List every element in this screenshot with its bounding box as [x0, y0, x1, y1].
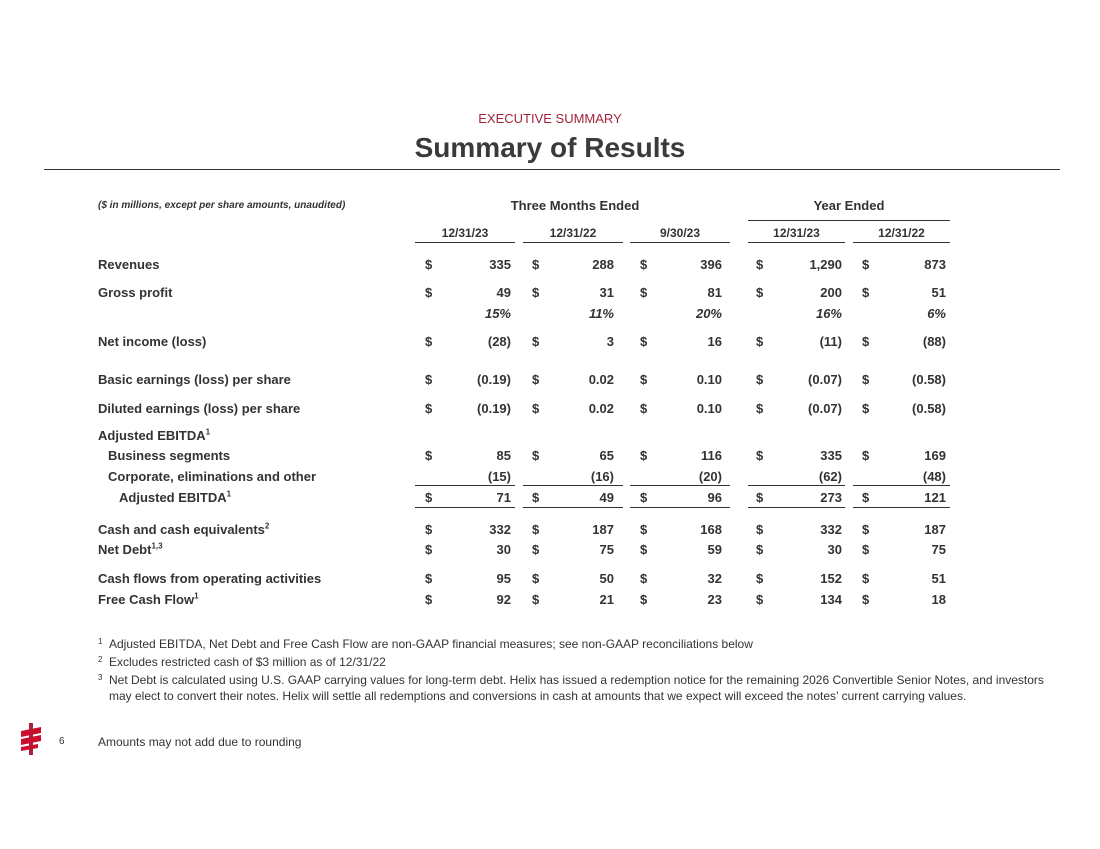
currency-symbol: $	[640, 542, 648, 557]
footnotes	[98, 636, 1058, 706]
table-cell-value: 30	[496, 542, 511, 557]
table-cell-value: 187	[924, 522, 946, 537]
total-rule	[853, 507, 950, 508]
table-cell-value: 0.10	[696, 401, 722, 416]
row-label-revenues: Revenues	[98, 257, 160, 272]
currency-symbol: $	[756, 334, 764, 349]
currency-symbol: $	[756, 490, 764, 505]
currency-symbol: $	[425, 490, 433, 505]
table-cell-value: 59	[707, 542, 722, 557]
currency-symbol: $	[640, 257, 648, 272]
currency-symbol: $	[425, 522, 433, 537]
currency-symbol: $	[862, 285, 870, 300]
table-cell-value: 396	[700, 257, 722, 272]
table-cell-value: (20)	[698, 469, 722, 484]
currency-symbol: $	[640, 334, 648, 349]
table-cell-value: 95	[496, 571, 511, 586]
table-cell-value: 332	[489, 522, 511, 537]
currency-symbol: $	[862, 257, 870, 272]
row-label-diluted-eps: Diluted earnings (loss) per share	[98, 401, 301, 416]
table-cell-value: (0.19)	[477, 372, 511, 387]
table-cell-value: (48)	[922, 469, 946, 484]
subtotal-rule	[523, 485, 623, 486]
col-rule	[748, 242, 845, 243]
table-cell-value: 65	[599, 448, 614, 463]
footnote-2: 2 Excludes restricted cash of $3 million as of 12/31/22	[98, 655, 386, 669]
subtotal-rule	[748, 485, 845, 486]
table-cell-value: (28)	[487, 334, 511, 349]
col-header-fy-2023: 12/31/23	[773, 226, 820, 240]
row-label-cash: Cash and cash equivalents$^2$	[98, 521, 270, 537]
table-cell-value: 3	[606, 334, 614, 349]
table-cell-value: (0.07)	[808, 372, 842, 387]
footnote-3: 3 Net Debt is calculated using U.S. GAAP carrying values for long-term debt. Helix has issued a redemption notice for the remaining 2026 Convertible Senior Notes, and investors may elect to convert their notes. Helix will settle all redemptions and conversions in cash at amounts that we expect will exceed the notes’ current carrying values.	[98, 673, 1044, 703]
table-cell-value: 0.10	[696, 372, 722, 387]
title-divider	[44, 169, 1060, 170]
footnote-1: 1 Adjusted EBITDA, Net Debt and Free Cash Flow are non-GAAP financial measures; see non-GAAP reconciliations below	[98, 637, 753, 651]
table-cell-value: 92	[496, 592, 511, 607]
table-cell-value: 75	[931, 542, 946, 557]
currency-symbol: $	[425, 372, 433, 387]
currency-symbol: $	[640, 372, 648, 387]
table-cell-value: 50	[599, 571, 614, 586]
row-label-net-income: Net income (loss)	[98, 334, 207, 349]
currency-symbol: $	[425, 334, 433, 349]
year-group-rule	[748, 220, 950, 221]
total-rule	[523, 507, 623, 508]
table-cell-value: 332	[820, 522, 842, 537]
currency-symbol: $	[862, 334, 870, 349]
table-cell-margin: 6%	[927, 306, 946, 321]
table-cell-value: 200	[820, 285, 842, 300]
currency-symbol: $	[532, 592, 540, 607]
table-cell-value: (16)	[590, 469, 614, 484]
total-rule	[748, 507, 845, 508]
currency-symbol: $	[862, 542, 870, 557]
table-cell-value: 31	[599, 285, 614, 300]
company-logo-icon	[18, 723, 44, 755]
col-header-q4-2023: 12/31/23	[441, 226, 489, 240]
table-cell-value: 121	[924, 490, 946, 505]
col-rule	[853, 242, 950, 243]
table-cell-value: 0.02	[588, 372, 614, 387]
table-cell-value: 81	[707, 285, 722, 300]
section-label: EXECUTIVE SUMMARY	[478, 111, 622, 126]
currency-symbol: $	[862, 401, 870, 416]
currency-symbol: $	[756, 257, 764, 272]
subtotal-rule	[415, 485, 515, 486]
col-header-q3-2023: 9/30/23	[659, 226, 701, 240]
currency-symbol: $	[756, 592, 764, 607]
row-label-business-segments: Business segments	[108, 448, 231, 463]
currency-symbol: $	[756, 542, 764, 557]
currency-symbol: $	[425, 401, 433, 416]
table-cell-value: 96	[707, 490, 722, 505]
table-cell-value: (88)	[922, 334, 946, 349]
currency-symbol: $	[862, 448, 870, 463]
currency-symbol: $	[532, 334, 540, 349]
currency-symbol: $	[756, 285, 764, 300]
currency-symbol: $	[532, 490, 540, 505]
row-label-gross-profit: Gross profit	[98, 285, 173, 300]
currency-symbol: $	[862, 571, 870, 586]
table-cell-value: (15)	[487, 469, 511, 484]
currency-symbol: $	[640, 522, 648, 537]
table-cell-value: (0.07)	[808, 401, 842, 416]
table-cell-margin: 11%	[588, 306, 614, 321]
table-cell-value: 873	[924, 257, 946, 272]
total-rule	[415, 507, 515, 508]
group-header-three-months: Three Months Ended	[510, 198, 640, 213]
col-rule	[630, 242, 730, 243]
table-cell-value: (0.58)	[912, 401, 946, 416]
currency-symbol: $	[862, 522, 870, 537]
table-cell-margin: 16%	[815, 306, 842, 321]
currency-symbol: $	[532, 401, 540, 416]
table-cell-margin: 20%	[695, 306, 722, 321]
table-cell-value: 30	[827, 542, 842, 557]
table-cell-value: 116	[701, 448, 722, 463]
subtotal-rule	[853, 485, 950, 486]
currency-symbol: $	[756, 522, 764, 537]
table-cell-value: 51	[931, 285, 946, 300]
table-cell-value: 16	[707, 334, 722, 349]
currency-symbol: $	[756, 372, 764, 387]
table-cell-value: (11)	[819, 334, 842, 349]
currency-symbol: $	[640, 592, 648, 607]
page-number: 6	[59, 736, 65, 747]
currency-symbol: $	[425, 571, 433, 586]
currency-symbol: $	[532, 571, 540, 586]
currency-symbol: $	[425, 448, 433, 463]
currency-symbol: $	[756, 571, 764, 586]
table-cell-value: 32	[707, 571, 722, 586]
currency-symbol: $	[640, 448, 648, 463]
table-cell-value: 134	[820, 592, 842, 607]
table-cell-value: 49	[496, 285, 511, 300]
row-label-free-cash-flow: Free Cash Flow$^1$	[98, 591, 199, 607]
row-label-adjusted-ebitda-heading: Adjusted EBITDA$^1$	[98, 427, 211, 443]
currency-symbol: $	[640, 401, 648, 416]
currency-symbol: $	[532, 257, 540, 272]
currency-symbol: $	[532, 448, 540, 463]
table-cell-value: 75	[599, 542, 614, 557]
currency-symbol: $	[425, 257, 433, 272]
currency-symbol: $	[862, 592, 870, 607]
currency-symbol: $	[532, 372, 540, 387]
row-label-operating-cash-flow: Cash flows from operating activities	[98, 571, 322, 586]
table-cell-value: 169	[924, 448, 946, 463]
subtotal-rule	[630, 485, 730, 486]
row-label-basic-eps: Basic earnings (loss) per share	[98, 372, 291, 387]
row-label-corporate: Corporate, eliminations and other	[108, 469, 317, 484]
table-cell-value: 71	[496, 490, 511, 505]
table-cell-value: 49	[599, 490, 614, 505]
group-header-year: Year Ended	[813, 198, 885, 213]
table-cell-value: 18	[931, 592, 946, 607]
currency-symbol: $	[425, 285, 433, 300]
row-label-adjusted-ebitda-total: Adjusted EBITDA$^1$	[119, 489, 232, 505]
currency-symbol: $	[425, 592, 433, 607]
table-cell-value: 288	[592, 257, 614, 272]
table-cell-value: 21	[599, 592, 614, 607]
total-rule	[630, 507, 730, 508]
currency-symbol: $	[640, 490, 648, 505]
page-title: Summary of Results	[414, 132, 686, 163]
units-note: ($ in millions, except per share amounts, unaudited)	[98, 200, 346, 211]
table-cell-value: 0.02	[588, 401, 614, 416]
table-cell-value: 152	[820, 571, 842, 586]
col-header-q4-2022: 12/31/22	[549, 226, 597, 240]
col-header-fy-2022: 12/31/22	[878, 226, 925, 240]
table-cell-value: 273	[820, 490, 842, 505]
currency-symbol: $	[532, 522, 540, 537]
rounding-note: Amounts may not add due to rounding	[98, 735, 302, 749]
currency-symbol: $	[425, 542, 433, 557]
table-cell-value: 335	[489, 257, 511, 272]
table-cell-value: 23	[707, 592, 722, 607]
table-cell-value: 85	[496, 448, 511, 463]
currency-symbol: $	[640, 285, 648, 300]
currency-symbol: $	[756, 401, 764, 416]
currency-symbol: $	[532, 542, 540, 557]
table-cell-value: (0.58)	[912, 372, 946, 387]
table-cell-value: 335	[820, 448, 842, 463]
table-cell-value: 1,290	[809, 257, 842, 272]
table-cell-value: 187	[592, 522, 614, 537]
col-rule	[523, 242, 623, 243]
currency-symbol: $	[862, 490, 870, 505]
table-cell-margin: 15%	[484, 306, 511, 321]
table-cell-value: 168	[700, 522, 722, 537]
table-cell-value: (62)	[818, 469, 842, 484]
currency-symbol: $	[532, 285, 540, 300]
row-label-net-debt: Net Debt$^{1,3}$	[98, 541, 163, 557]
currency-symbol: $	[862, 372, 870, 387]
currency-symbol: $	[640, 571, 648, 586]
table-cell-value: 51	[931, 571, 946, 586]
table-cell-value: (0.19)	[477, 401, 511, 416]
col-rule	[415, 242, 515, 243]
currency-symbol: $	[756, 448, 764, 463]
